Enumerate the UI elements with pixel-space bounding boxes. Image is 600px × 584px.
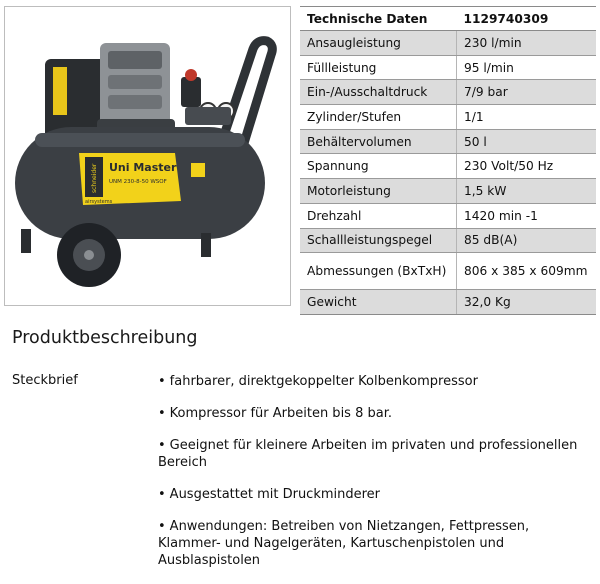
table-row: [300, 31, 596, 56]
profile-label: Steckbrief: [12, 373, 78, 388]
foot: [21, 229, 31, 253]
spec-value: 85 dB(A): [457, 228, 597, 253]
table-row: [300, 228, 596, 253]
table-row: [300, 55, 596, 80]
technical-data-table: [300, 6, 596, 315]
spec-value: 1,5 kW: [457, 179, 597, 204]
table-row: [300, 253, 596, 290]
spec-label: Motorleistung: [300, 179, 457, 204]
list-item: • Kompressor für Arbeiten bis 8 bar.: [158, 405, 578, 422]
warning-label-icon: [191, 163, 205, 177]
spec-value: 7/9 bar: [457, 80, 597, 105]
spec-label: Schallleistungspegel: [300, 228, 457, 253]
spec-value: 806 x 385 x 609mm: [457, 253, 597, 290]
decal-spec: UNM 230-8-50 WSOF: [109, 179, 167, 185]
table-row: [300, 203, 596, 228]
spec-label: Abmessungen (BxTxH): [300, 253, 457, 290]
decal-brand: schneider: [91, 163, 98, 193]
spec-label: Ansaugleistung: [300, 31, 457, 56]
table-row: [300, 80, 596, 105]
table-row: [300, 290, 596, 315]
list-item: • Anwendungen: Betreiben von Nietzangen, Fettpressen, Klammer- und Nagelgeräten, Kartuschenpistolen und Ausblaspistolen: [158, 518, 578, 569]
table-row: [300, 105, 596, 130]
spec-value: 95 l/min: [457, 55, 597, 80]
spec-label: Füllleistung: [300, 55, 457, 80]
decal-model: Uni Master: [109, 161, 177, 174]
motor-stripe: [53, 67, 67, 115]
feature-list: [158, 373, 578, 584]
header-label: Technische Daten: [300, 7, 457, 31]
decal-tagline: airsystems: [85, 199, 113, 205]
spec-value: 1/1: [457, 105, 597, 130]
spec-value: 230 Volt/50 Hz: [457, 154, 597, 179]
spec-label: Gewicht: [300, 290, 457, 315]
article-number: 1129740309: [457, 7, 597, 31]
section-title: Produktbeschreibung: [12, 328, 198, 348]
spec-label: Drehzahl: [300, 203, 457, 228]
table-header-row: [300, 7, 596, 31]
spec-label: Spannung: [300, 154, 457, 179]
compressor-illustration: [5, 7, 290, 305]
table-row: [300, 129, 596, 154]
table-row: [300, 154, 596, 179]
spec-value: 1420 min -1: [457, 203, 597, 228]
spec-label: Ein-/Ausschaltdruck: [300, 80, 457, 105]
spec-value: 50 l: [457, 129, 597, 154]
table-row: [300, 179, 596, 204]
list-item: • Geeignet für kleinere Arbeiten im privaten und professionellen Bereich: [158, 437, 578, 471]
spec-value: 32,0 Kg: [457, 290, 597, 315]
pressure-switch: [181, 77, 201, 107]
spec-label: Behältervolumen: [300, 129, 457, 154]
product-image: [4, 6, 291, 306]
spec-value: 230 l/min: [457, 31, 597, 56]
spec-label: Zylinder/Stufen: [300, 105, 457, 130]
list-item: • Ausgestattet mit Druckminderer: [158, 486, 578, 503]
list-item: • fahrbarer, direktgekoppelter Kolbenkompressor: [158, 373, 578, 390]
foot: [201, 233, 211, 257]
